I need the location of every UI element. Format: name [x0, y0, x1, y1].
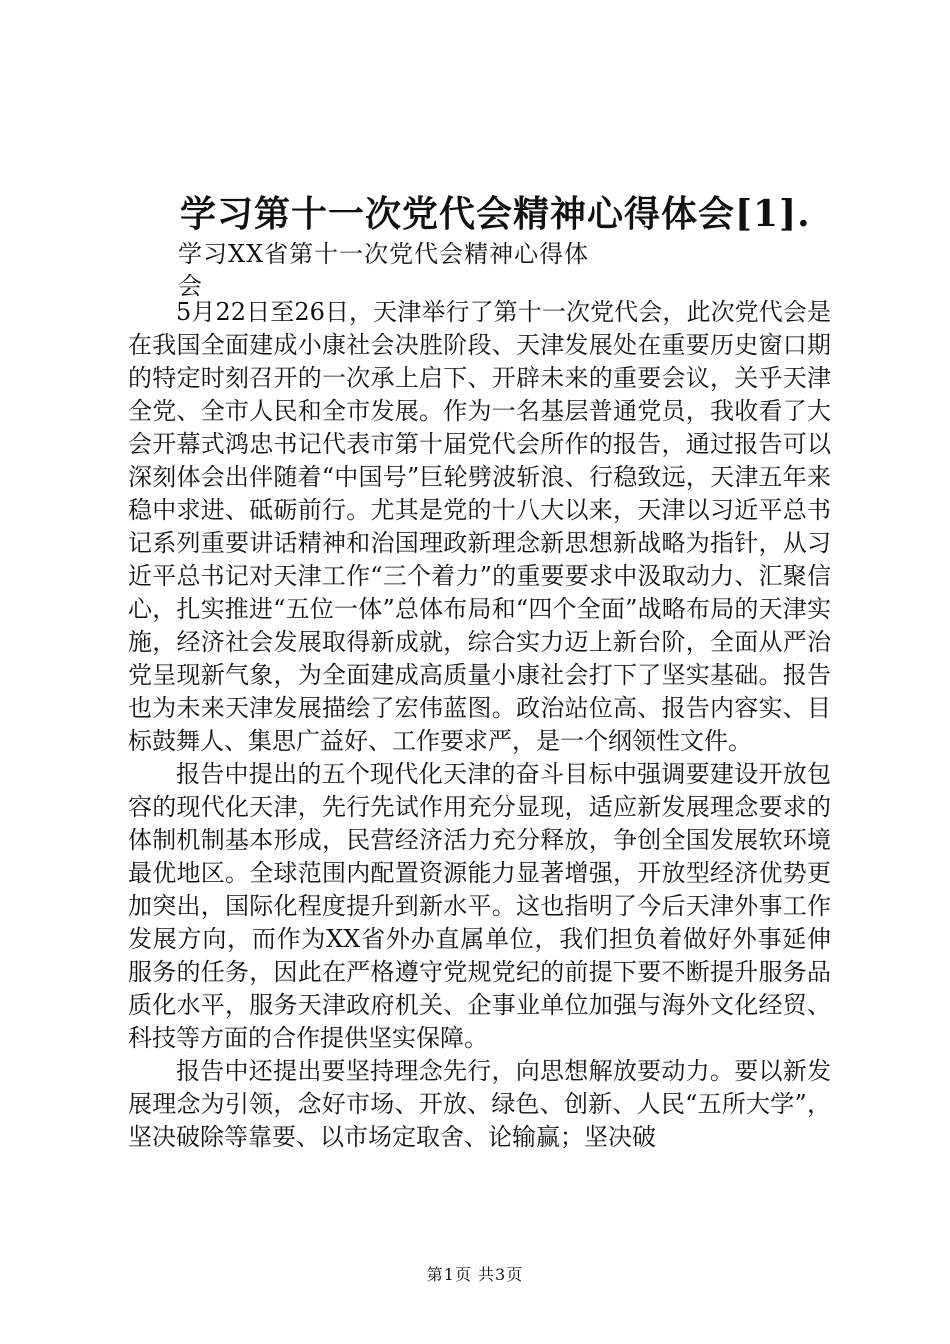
- paragraph-2: 报告中提出的五个现代化天津的奋斗目标中强调要建设开放包容的现代化天津，先行先试作用充分显现，适应新发展理念要求的体制机制基本形成，民营经济活力充分释放，争创全国发展软环境最优地区。全球范围内配置资源能力显著增强，开放型经济优势更加突出，国际化程度提升到新水平。这也指明了今后天津外事工作发展方向，而作为XX省外办直属单位，我们担负着做好外事延伸服务的任务，因此在严格遵守党规党纪的前提下要不断提升服务品质化水平，服务天津政府机关、企事业单位加强与海外文化经贸、科技等方面的合作提供坚实保障。: [128, 760, 831, 1052]
- paragraph-1: 5月22日至26日，天津举行了第十一次党代会，此次党代会是在我国全面建成小康社会决胜阶段、天津发展处在重要历史窗口期的特定时刻召开的一次承上启下、开辟未来的重要会议，关乎天津全党、全市人民和全市发展。作为一名基层普通党员，我收看了大会开幕式鸿忠书记代表市第十届党代会所作的报告，通过报告可以深刻体会出伴随着“中国号”巨轮劈波斩浪、行稳致远，天津五年来稳中求进、砥砺前行。尤其是党的十八大以来，天津以习近平总书记系列重要讲话精神和治国理政新理念新思想新战略为指针，从习近平总书记对天津工作“三个着力”的重要要求中汲取动力、汇聚信心，扎实推进“五位一体”总体布局和“四个全面”战略布局的天津实施，经济社会发展取得新成就，综合实力迈上新台阶，全面从严治党呈现新气象，为全面建成高质量小康社会打下了坚实基础。报告也为未来天津发展描绘了宏伟蓝图。政治站位高、报告内容实、目标鼓舞人、集思广益好、工作要求严，是一个纲领性文件。: [128, 298, 831, 755]
- document-body: [128, 296, 831, 1154]
- page-footer: 第1页 共3页: [426, 1265, 524, 1284]
- document-subtitle: 学习XX省第十一次党代会精神心得体会: [178, 240, 590, 300]
- paragraph-3: 报告中还提出要坚持理念先行，向思想解放要动力。要以新发展理念为引领，念好市场、开放、绿色、创新、人民“五所大学”，坚决破除等靠要、以市场定取舍、论输赢；坚决破: [128, 1057, 831, 1151]
- document-title: 学习第十一次党代会精神心得体会[1].: [180, 193, 811, 235]
